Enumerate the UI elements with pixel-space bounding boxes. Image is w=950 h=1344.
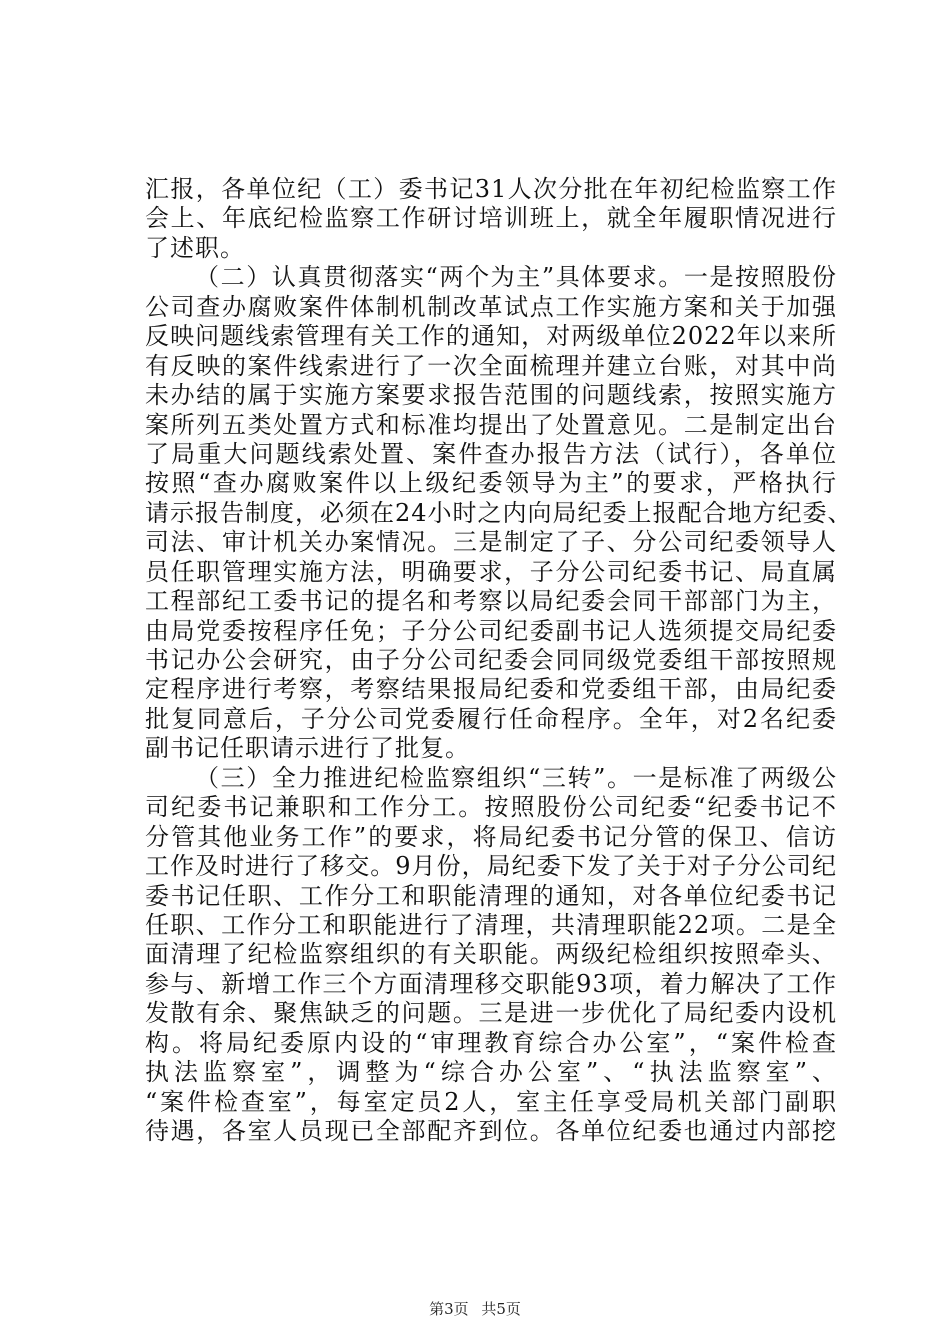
text-line: 按照“查办腐败案件以上级纪委领导为主”的要求，严格执行	[145, 469, 837, 498]
text-line: （三）全力推进纪检监察组织“三转”。一是标准了两级公	[195, 763, 837, 792]
paragraph	[145, 764, 837, 1147]
text-line: 员任职管理实施方法，明确要求，子分公司纪委书记、局直属	[145, 557, 837, 586]
text-line: 待遇，各室人员现已全部配齐到位。各单位纪委也通过内部挖	[145, 1117, 837, 1145]
paragraph	[145, 175, 837, 263]
text-line: 发散有余、聚焦缺乏的问题。三是进一步优化了局纪委内设机	[145, 999, 837, 1028]
page-footer	[0, 1298, 950, 1319]
document-body	[145, 175, 853, 1146]
text-line: 任职、工作分工和职能进行了清理，共清理职能22项。二是全	[145, 910, 837, 939]
text-line: 定程序进行考察，考察结果报局纪委和党委组干部，由局纪委	[145, 675, 837, 704]
text-line: 执法监察室”，调整为“综合办公室”、“执法监察室”、	[145, 1058, 837, 1087]
text-line: 司法、审计机关办案情况。三是制定了子、分公司纪委领导人	[145, 528, 837, 557]
text-line: 汇报，各单位纪（工）委书记31人次分批在年初纪检监察工作	[145, 175, 837, 203]
text-line: 公司查办腐败案件体制机制改革试点工作实施方案和关于加强	[145, 292, 837, 321]
text-line: 了述职。	[145, 233, 245, 262]
text-line: 副书记任职请示进行了批复。	[145, 734, 470, 763]
text-line: 分管其他业务工作”的要求，将局纪委书记分管的保卫、信访	[145, 822, 837, 851]
page-total: 共5页	[481, 1300, 521, 1318]
text-line: 参与、新增工作三个方面清理移交职能93项，着力解决了工作	[145, 969, 837, 998]
text-line: 由局党委按程序任免；子分公司纪委副书记人选须提交局纪委	[145, 616, 837, 645]
paragraph	[145, 263, 853, 763]
text-line: 会上、年底纪检监察工作研讨培训班上，就全年履职情况进行	[145, 204, 837, 233]
text-line: 批复同意后，子分公司党委履行任命程序。全年，对2名纪委	[145, 704, 837, 733]
text-line: 未办结的属于实施方案要求报告范围的问题线索，按照实施方	[145, 381, 837, 410]
text-line: 反映问题线索管理有关工作的通知，对两级单位2022年以来所	[145, 322, 837, 351]
text-line: 了局重大问题线索处置、案件查办报告方法（试行），各单位	[145, 439, 837, 468]
text-line: （二）认真贯彻落实“两个为主”具体要求。一是按照股份	[195, 263, 837, 292]
text-line: “案件检查室”，每室定员2人，室主任享受局机关部门副职	[145, 1087, 837, 1116]
text-line: 面清理了纪检监察组织的有关职能。两级纪检组织按照牵头、	[145, 940, 837, 969]
text-line: 请示报告制度，必须在24小时之内向局纪委上报配合地方纪委、	[145, 498, 853, 527]
text-line: 构。将局纪委原内设的“审理教育综合办公室”，“案件检查	[145, 1028, 837, 1057]
text-line: 案所列五类处置方式和标准均提出了处置意见。二是制定出台	[145, 410, 837, 439]
text-line: 工程部纪工委书记的提名和考察以局纪委会同干部部门为主，	[145, 587, 837, 616]
page-number: 第3页	[429, 1300, 469, 1318]
text-line: 司纪委书记兼职和工作分工。按照股份公司纪委“纪委书记不	[145, 793, 837, 822]
text-line: 工作及时进行了移交。9月份，局纪委下发了关于对子分公司纪	[145, 852, 837, 881]
text-line: 委书记任职、工作分工和职能清理的通知，对各单位纪委书记	[145, 881, 837, 910]
text-line: 书记办公会研究，由子分公司纪委会同同级党委组干部按照规	[145, 646, 837, 674]
text-line: 有反映的案件线索进行了一次全面梳理并建立台账，对其中尚	[145, 351, 837, 380]
